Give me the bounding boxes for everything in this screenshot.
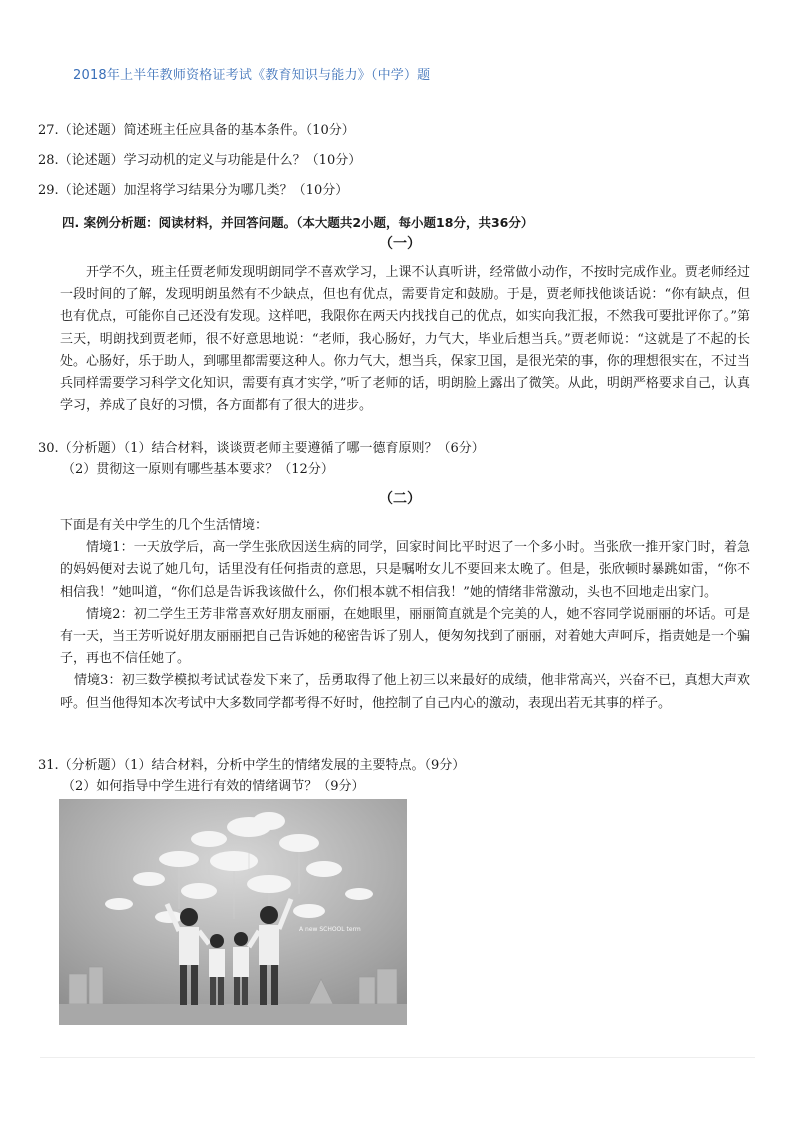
question-30-part-2: （2）贯彻这一原则有哪些基本要求？（12分） [62, 462, 334, 477]
case-1-heading: （一） [379, 236, 421, 252]
question-28: 28.（论述题）学习动机的定义与功能是什么？（10分） [38, 153, 362, 168]
case-1-paragraph: 开学不久，班主任贾老师发现明朗同学不喜欢学习，上课不认真听讲，经常做小动作，不按时完成作业。贾老师经过一段时间的了解，发现明朗虽然有不少缺点，但也有优点，需要肯定和鼓励。于是，贾老师找他谈话说：“你有缺点，但也有优点，可能你自己还没有发现。这样吧，我限你在两天内找找自己的优点，如实向我汇报，不然我可要批评你了。”第三天，明朗找到贾老师，很不好意思地说：“老师，我心肠好，力气大，毕业后想当兵。”贾老师说：“这就是了不起的长处。心肠好，乐于助人，到哪里都需要这种人。你力气大，想当兵，保家卫国，是很光荣的事，你的理想很实在，不过当兵同样需要学习科学文化知识，需要有真才实学，”听了老师的话，明朗脸上露出了微笑。从此，明朗严格要求自己，认真学习，养成了良好的习惯，各方面都有了很大的进步。 [60, 265, 750, 414]
section-4-heading: 四. 案例分析题：阅读材料，并回答问题。（本大题共2小题，每小题18分，共36分） [62, 215, 534, 230]
question-31-part-2: （2）如何指导中学生进行有效的情绪调节？（9分） [62, 779, 365, 794]
scenario-3: 情境3：初三数学模拟考试试卷发下来了，岳勇取得了他上初三以来最好的成绩，他非常高兴，兴奋不已，真想大声欢呼。但当他得知本次考试中大多数同学都考得不好时，他控制了自己内心的激动，表现出若无其事的样子。 [60, 673, 750, 711]
case-2-intro: 下面是有关中学生的几个生活情境： [60, 518, 269, 533]
question-29: 29.（论述题）加涅将学习结果分为哪几类？（10分） [38, 183, 349, 198]
scenario-1: 情境1：一天放学后，高一学生张欣因送生病的同学，回家时间比平时迟了一个多小时。当张欣一推开家门时，着急的妈妈便对去说了她几句，话里没有任何指责的意思，只是嘱咐女儿不要回来太晚了。但是，张欣顿时暴跳如雷，“你不相信我！”她叫道，“你们总是告诉我该做什么，你们根本就不相信我！”她的情绪非常激动，头也不回地走出家门。 [60, 540, 750, 600]
question-30-part-1: 30.（分析题）（1）结合材料，谈谈贾老师主要遵循了哪一德育原则？（6分） [38, 441, 485, 456]
question-27: 27.（论述题）简述班主任应具备的基本条件。（10分） [38, 123, 355, 138]
case-1-text [60, 262, 750, 417]
photo-illustration [59, 799, 407, 1025]
footer-divider [40, 1057, 755, 1058]
question-31-part-1: 31.（分析题）（1）结合材料，分析中学生的情绪发展的主要特点。（9分） [38, 758, 466, 773]
family-photo [59, 799, 407, 1025]
case-2-text [60, 515, 750, 715]
scenario-2: 情境2：初二学生王芳非常喜欢好朋友丽丽，在她眼里，丽丽简直就是个完美的人，她不容同学说丽丽的坏话。可是有一天，当王芳听说好朋友丽丽把自己告诉她的秘密告诉了别人，便匆匆找到了丽丽，对着她大声呵斥，指责她是一个骗子，再也不信任她了。 [60, 606, 750, 667]
photo-caption: A new SCHOOL term [299, 926, 361, 933]
page-title: 2018年上半年教师资格证考试《教育知识与能力》（中学）题 [73, 68, 431, 83]
case-2-heading: （二） [379, 491, 421, 507]
